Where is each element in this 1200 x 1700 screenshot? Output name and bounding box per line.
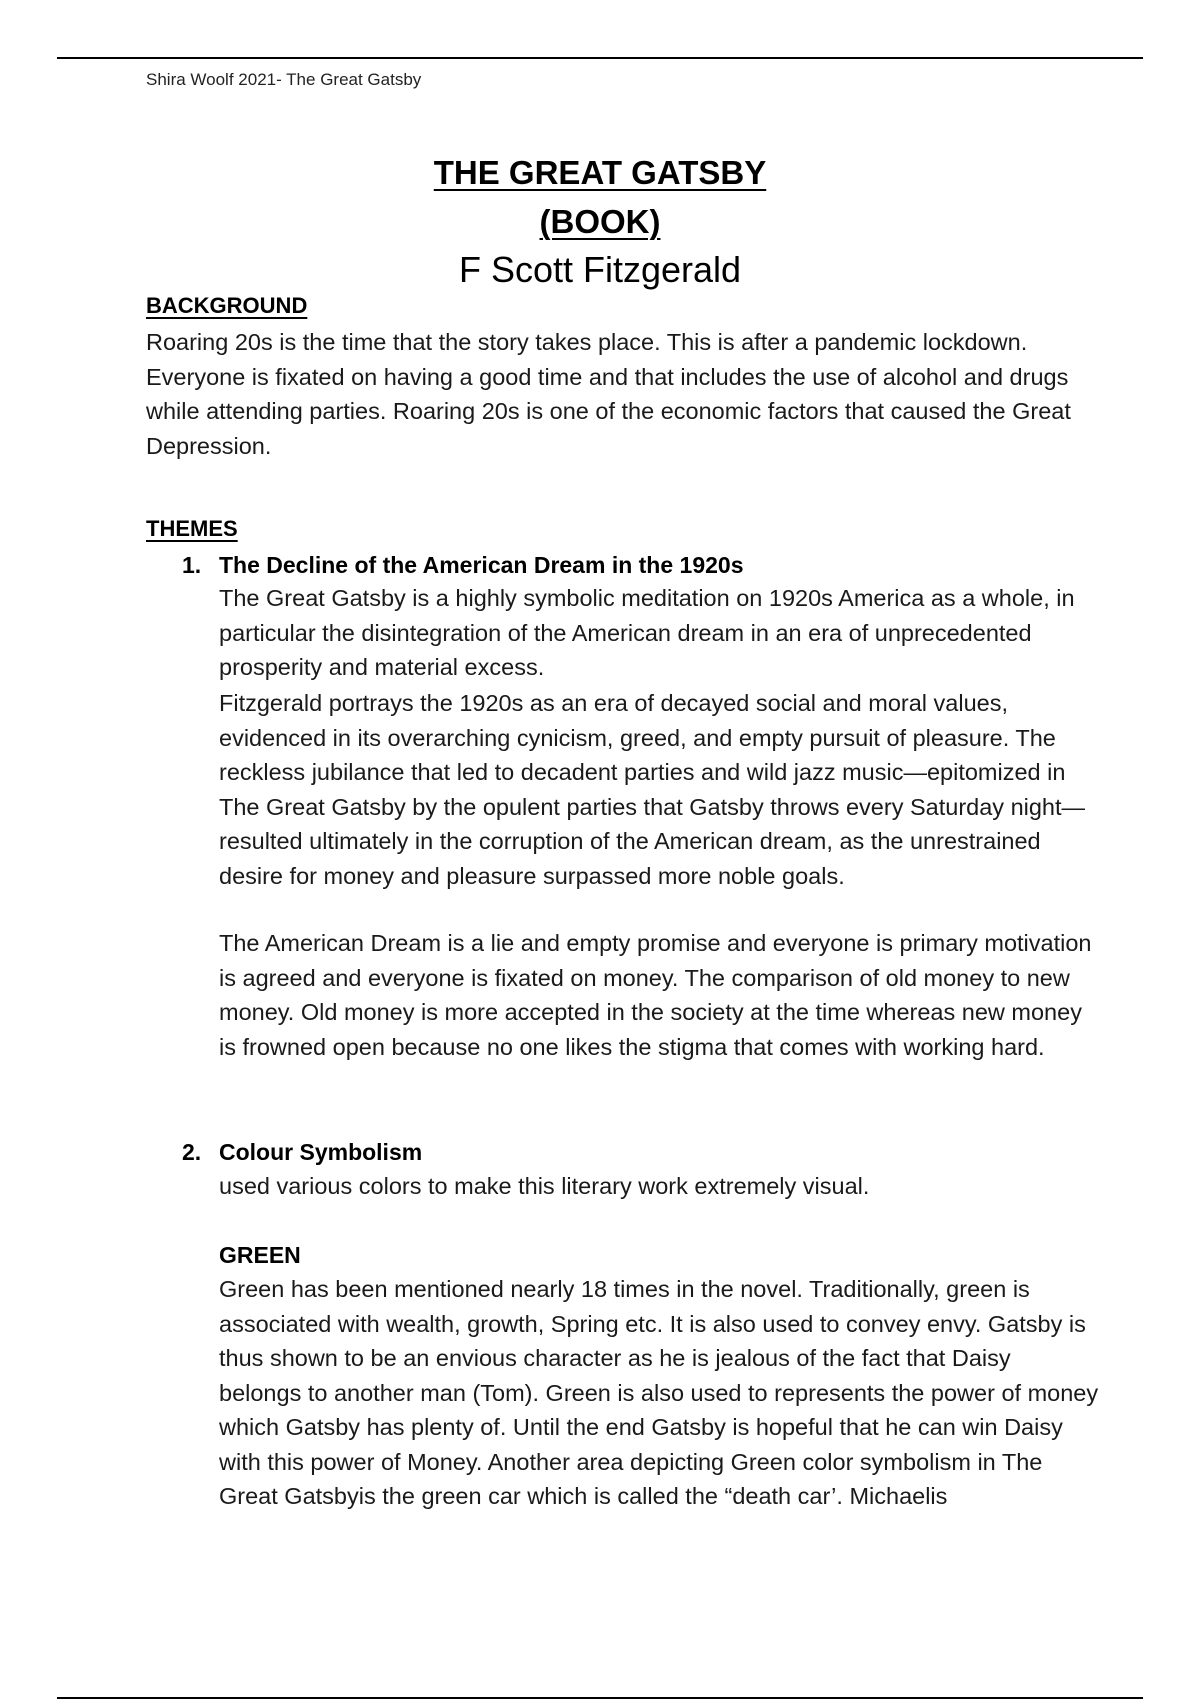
- theme-1-paragraph-1: The Great Gatsby is a highly symbolic meditation on 1920s America as a whole, in particular the disintegration of the American dream in an era of unprecedented prosperity and material excess.: [219, 585, 1075, 680]
- background-heading: BACKGROUND: [146, 293, 308, 318]
- document-subtitle: (BOOK): [539, 203, 661, 240]
- title-block: [0, 148, 1200, 296]
- theme-2-title: Colour Symbolism: [219, 1139, 423, 1165]
- theme-1-paragraph-3: The American Dream is a lie and empty promise and everyone is primary motivation is agreed and everyone is fixated on money. The comparison of old money to new money. Old money is more accepted in the society at the time whereas new money is frowned open because no one likes the stigma that comes with working hard.: [219, 930, 1092, 1060]
- green-subheading: GREEN: [219, 1242, 301, 1268]
- header-rule: [57, 57, 1143, 59]
- themes-heading: THEMES: [146, 516, 238, 541]
- background-paragraph: Roaring 20s is the time that the story takes place. This is after a pandemic lockdown. Everyone is fixated on having a good time and that includes the use of alcohol and drugs while attending parties. Roaring 20s is one of the economic factors that caused the Great Depression.: [146, 329, 1071, 459]
- document-title: THE GREAT GATSBY: [433, 154, 767, 191]
- theme-1-title: The Decline of the American Dream in the 1920s: [219, 552, 744, 578]
- author-name: F Scott Fitzgerald: [458, 249, 742, 290]
- page-header: Shira Woolf 2021- The Great Gatsby: [146, 70, 422, 89]
- theme-1-paragraph-2: Fitzgerald portrays the 1920s as an era of decayed social and moral values, evidenced in its overarching cynicism, greed, and empty pursuit of pleasure. The reckless jubilance that led to decadent parties and wild jazz music—epitomized in The Great Gatsby by the opulent parties that Gatsby throws every Saturday night—resulted ultimately in the corruption of the American dream, as the unrestrained desire for money and pleasure surpassed more noble goals.: [219, 690, 1086, 889]
- footer-rule: [57, 1697, 1143, 1699]
- theme-2-number: 2.: [182, 1139, 202, 1165]
- theme-2-paragraph-1: used various colors to make this literary work extremely visual.: [219, 1173, 870, 1199]
- theme-1-number: 1.: [182, 552, 202, 578]
- green-paragraph: Green has been mentioned nearly 18 times in the novel. Traditionally, green is associated with wealth, growth, Spring etc. It is also used to convey envy. Gatsby is thus shown to be an envious character as he is jealous of the fact that Daisy belongs to another man (Tom). Green is also used to represents the power of money which Gatsby has plenty of. Until the end Gatsby is hopeful that he can win Daisy with this power of Money. Another area depicting Green color symbolism in The Great Gatsbyis the green car which is called the “death car’. Michaelis: [219, 1276, 1099, 1509]
